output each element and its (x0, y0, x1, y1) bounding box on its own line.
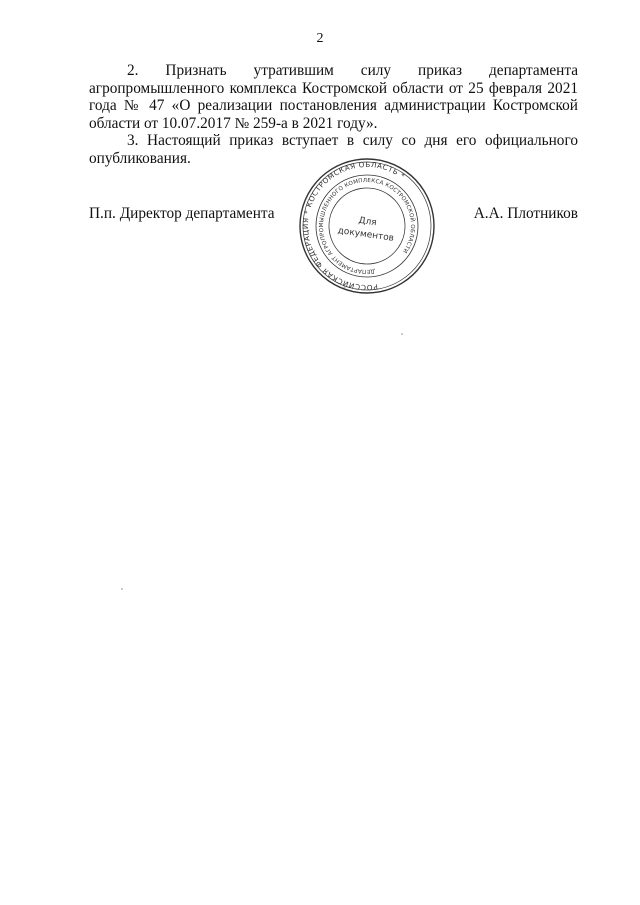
paragraph-2: 2. Признать утратившим силу приказ департамента агропромышленного комплекса Костромской области от 25 февраля 2021 года № 47 «О реализации постановления администрации Костромской области от 10.07.2017 № 259-а в 2021 году». (89, 62, 578, 132)
scan-speck (121, 588, 123, 590)
seal-center-line-1: Для (357, 215, 378, 229)
page-number: 2 (316, 31, 324, 46)
scan-speck (401, 333, 403, 335)
paragraph-3: 3. Настоящий приказ вступает в силу со дня его официального опубликования. (89, 132, 578, 167)
order-body (89, 62, 578, 167)
official-seal (297, 156, 437, 296)
seal-inner-text: ДЕПАРТАМЕНТ АГРОПРОМЫШЛЕННОГО КОМПЛЕКСА КОСТРОМСКОЙ ОБЛАСТИ (318, 177, 416, 275)
signatory-name: А.А. Плотников (473, 205, 578, 222)
seal-center-line-2: документов (336, 226, 395, 244)
signatory-position: П.п. Директор департамента (89, 205, 275, 222)
seal-outer-text: РОССИЙСКАЯ ФЕДЕРАЦИЯ * КОСТРОМСКАЯ ОБЛАСТЬ * (300, 159, 408, 293)
